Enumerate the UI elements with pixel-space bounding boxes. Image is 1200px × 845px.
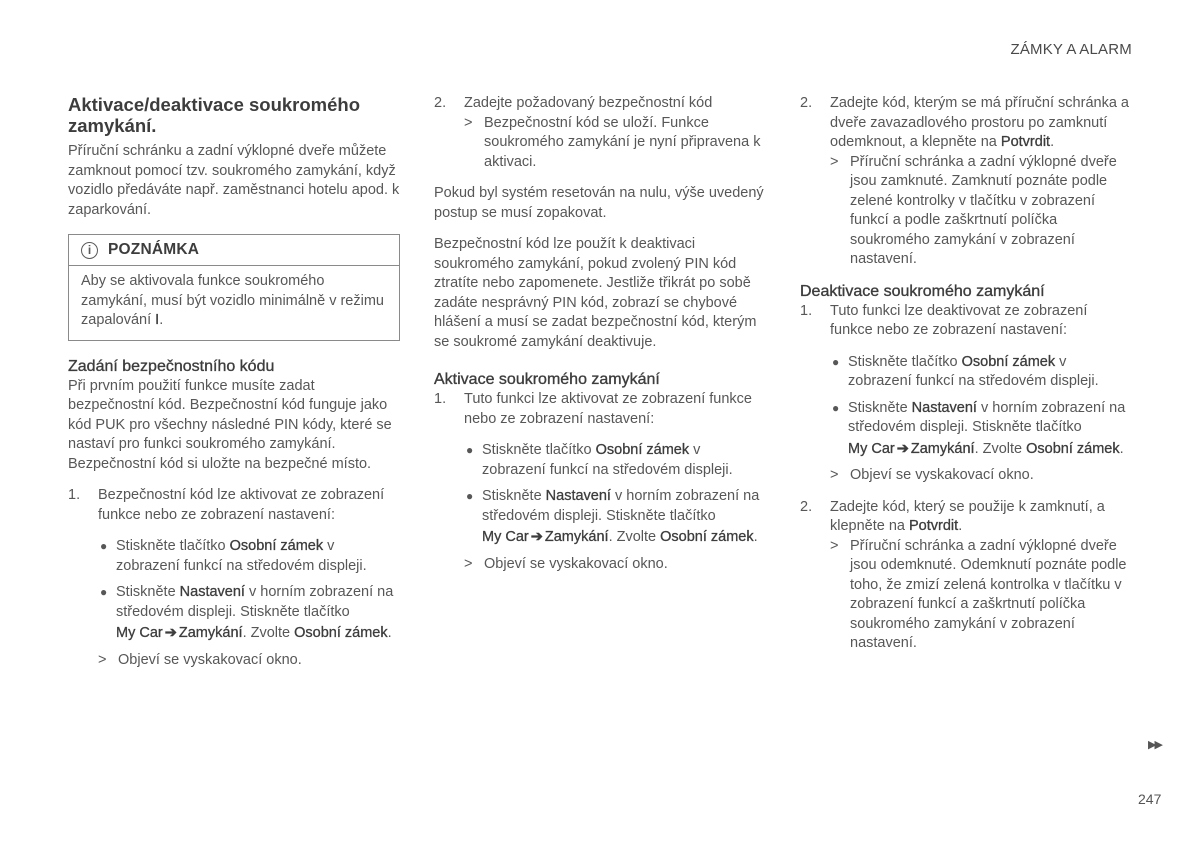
step-number: 2. — [434, 95, 447, 111]
bullet-icon: ● — [832, 400, 840, 415]
bullet-text: Stiskněte tlačítko — [848, 353, 962, 370]
bullet-list — [98, 537, 400, 644]
potvrdit-label: Potvrdit — [1000, 134, 1051, 150]
bullet-text: Stiskněte — [848, 399, 912, 416]
subsection-title: Aktivace soukromého zamykání — [434, 371, 660, 388]
result-marker: > — [830, 153, 839, 170]
my-car-label: My Car — [116, 625, 163, 641]
zamykani-label: Zamykání — [178, 625, 243, 641]
menu-path — [116, 624, 400, 644]
path-text: . — [387, 625, 392, 641]
bullet-text: v horním zobrazení na středovém displeji. Stiskněte tlačítko — [116, 584, 394, 620]
bullet-item — [98, 583, 400, 644]
bullet-icon: ● — [832, 354, 840, 369]
step-text: Zadejte požadovaný bezpečnostní kód — [464, 95, 713, 111]
subsection-title: Deaktivace soukromého zamykání — [800, 282, 1045, 300]
step-result — [830, 537, 1132, 654]
step-text: Bezpečnostní kód lze aktivovat ze zobrazení funkce nebo ze zobrazení nastavení: — [98, 487, 385, 523]
step-text: Tuto funkci lze aktivovat ze zobrazení funkce nebo ze zobrazení nastavení: — [464, 391, 752, 427]
page-number: 247 — [1138, 791, 1162, 807]
step-result — [830, 466, 1132, 486]
potvrdit-label: Potvrdit — [909, 518, 959, 534]
info-icon: i — [81, 242, 98, 259]
deactivation-paragraph: Bezpečnostní kód lze použít k deaktivaci soukromého zamykání, pokud zvolený PIN kód ztratíte nebo zapomenete. Jestliže třikrát po sobě zadáte nesprávný PIN kód, zobrazí se chybové hlášení a musí se zadat bezpečnostní kód, kterým se soukromé zamykání deaktivuje. — [434, 236, 757, 350]
ignition-mode: I — [155, 312, 160, 328]
osobni-zamek-label: Osobní zámek — [660, 529, 754, 545]
arrow-right-icon: ➔ — [164, 625, 177, 641]
bullet-text: Stiskněte — [116, 584, 180, 600]
step-1 — [68, 486, 400, 525]
bullet-item — [830, 399, 1132, 460]
step-result — [464, 114, 764, 173]
bullet-icon: ● — [466, 489, 474, 503]
osobni-zamek-label: Osobní zámek — [1026, 440, 1120, 457]
step-result — [464, 555, 764, 575]
bullet-item — [830, 353, 1132, 392]
result-marker: > — [830, 537, 839, 554]
nastaveni-label: Nastavení — [179, 584, 245, 600]
my-car-label: My Car — [482, 529, 529, 545]
result-marker: > — [830, 467, 839, 483]
bullet-item — [464, 487, 764, 548]
zamykani-label: Zamykání — [544, 529, 609, 545]
subsection-title: Zadání bezpečnostního kódu — [68, 357, 275, 375]
result-text: Objeví se vyskakovací okno. — [118, 651, 302, 668]
running-header: ZÁMKY A ALARM — [1010, 41, 1132, 58]
bullet-icon: ● — [100, 539, 108, 553]
bullet-text: v horním zobrazení na středovém displeji. Stiskněte tlačítko — [848, 399, 1126, 435]
osobni-zamek-label: Osobní zámek — [229, 538, 324, 554]
note-text-end: . — [159, 312, 164, 328]
menu-path — [482, 528, 764, 548]
result-text: Objeví se vyskakovací okno. — [484, 555, 668, 572]
column-1 — [68, 94, 400, 670]
note-box — [68, 234, 400, 341]
reset-paragraph: Pokud byl systém resetován na nulu, výše uvedený postup se musí zopakovat. — [434, 185, 764, 221]
path-text: . Zvolte — [974, 440, 1027, 457]
result-text: Příruční schránka a zadní výklopné dveře jsou odemknuté. Odemknutí poznáte podle toho, že zmizí zelená kontrolka v tlačítku v zobrazení funkcí a zaškrtnutí políčka soukromého zamykání v zobrazení nastavení. — [850, 537, 1127, 651]
bullet-text: Stiskněte tlačítko — [116, 538, 230, 554]
step-text: . — [958, 518, 963, 534]
bullet-text: v zobrazení funkcí na středovém displeji. — [116, 538, 367, 574]
step-2 — [800, 94, 1132, 153]
result-text: Bezpečnostní kód se uloží. Funkce soukromého zamykání je nyní připravena k aktivaci. — [484, 114, 761, 170]
result-marker: > — [464, 114, 473, 131]
column-3 — [800, 94, 1132, 654]
path-text: . Zvolte — [242, 625, 295, 641]
zamykani-label: Zamykání — [910, 440, 975, 457]
step-number: 1. — [68, 487, 81, 503]
osobni-zamek-label: Osobní zámek — [595, 442, 690, 458]
step-number: 1. — [800, 302, 813, 319]
arrow-right-icon: ➔ — [530, 529, 543, 545]
step-text: Tuto funkci lze deaktivovat ze zobrazení funkce nebo ze zobrazení nastavení: — [830, 302, 1088, 338]
step-2 — [800, 498, 1132, 537]
osobni-zamek-label: Osobní zámek — [294, 625, 388, 641]
bullet-item — [464, 441, 764, 480]
note-text: Aby se aktivovala funkce soukromého zamykání, musí být vozidlo minimálně v režimu zapalování — [81, 273, 384, 328]
note-title: POZNÁMKA — [108, 241, 200, 259]
note-header — [69, 235, 399, 266]
menu-path — [848, 440, 1132, 460]
nastaveni-label: Nastavení — [545, 488, 611, 504]
my-car-label: My Car — [848, 440, 895, 457]
result-marker: > — [464, 555, 473, 572]
bullet-text: Stiskněte — [482, 488, 546, 504]
step-2 — [434, 94, 764, 114]
security-code-paragraph: Při prvním použití funkce musíte zadat bezpečnostní kód. Bezpečnostní kód funguje jako kód PUK pro všechny následné PIN kódy, které se nastaví pro funkci soukromého zamykání. Bezpečnostní kód si uložte na bezpečné místo. — [68, 377, 392, 472]
note-body — [69, 266, 399, 340]
column-2 — [434, 94, 764, 574]
bullet-text: Stiskněte tlačítko — [482, 442, 596, 458]
step-1 — [434, 390, 764, 429]
osobni-zamek-label: Osobní zámek — [961, 353, 1056, 370]
path-text: . Zvolte — [608, 529, 661, 545]
intro-paragraph: Příruční schránku a zadní výklopné dveře můžete zamknout pomocí tzv. soukromého zamykání, když vozidlo předáváte např. zaměstnanci hotelu apod. k zaparkování. — [68, 143, 400, 218]
bullet-list — [830, 353, 1132, 460]
bullet-item — [98, 537, 400, 576]
step-1 — [800, 302, 1132, 341]
bullet-text: v zobrazení funkcí na středovém displeji. — [848, 353, 1099, 389]
section-title: Aktivace/deaktivace soukromého zamykání. — [68, 94, 361, 136]
bullet-text: v zobrazení funkcí na středovém displeji. — [482, 442, 733, 478]
step-text: Zadejte kód, kterým se má příruční schránka a dveře zavazadlového prostoru po zamknutí odemknout, a klepněte na — [830, 95, 1129, 150]
bullet-text: v horním zobrazení na středovém displeji. Stiskněte tlačítko — [482, 488, 760, 524]
step-result — [98, 651, 400, 671]
path-text: . — [1119, 440, 1124, 457]
step-text: Zadejte kód, který se použije k zamknutí, a klepněte na — [830, 498, 1105, 534]
result-text: Objeví se vyskakovací okno. — [850, 467, 1034, 483]
step-number: 2. — [800, 95, 813, 111]
step-text: . — [1050, 134, 1055, 150]
step-result — [830, 153, 1132, 270]
arrow-right-icon: ➔ — [896, 440, 909, 457]
path-text: . — [753, 529, 758, 545]
step-number: 1. — [434, 391, 447, 407]
step-number: 2. — [800, 498, 813, 515]
bullet-list — [464, 441, 764, 548]
nastaveni-label: Nastavení — [911, 399, 977, 416]
result-text: Příruční schránka a zadní výklopné dveře jsou zamknuté. Zamknutí poznáte podle zelené kontrolky v tlačítku v zobrazení funkcí a podle zaškrtnutí políčka soukromého zamykání v zobrazení nastavení. — [850, 153, 1117, 267]
bullet-icon: ● — [466, 443, 474, 457]
bullet-icon: ● — [100, 585, 108, 599]
result-marker: > — [98, 651, 107, 668]
next-page-icon: ▶▶ — [1148, 739, 1161, 751]
